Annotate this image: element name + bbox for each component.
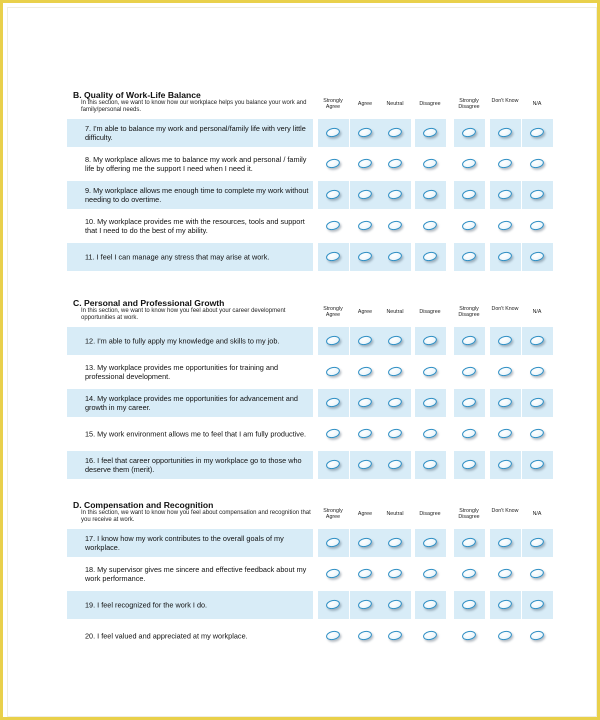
response-cell <box>490 150 521 178</box>
response-cell <box>490 389 521 417</box>
section-header <box>67 298 551 326</box>
section-description: In this section, we want to know how you feel about your career development opportunities at work. <box>81 308 286 321</box>
question-row <box>67 357 551 388</box>
survey-section <box>67 500 551 652</box>
question-text: 13. My workplace provides me opportunities for training and professional development. <box>85 363 279 381</box>
question-text: 8. My workplace allows me to balance my work and personal / family life by offering me the support I need when I need it. <box>85 155 307 173</box>
response-cell <box>415 212 446 240</box>
response-radio[interactable] <box>422 220 438 232</box>
response-cell <box>350 243 381 271</box>
response-radio[interactable] <box>422 428 438 440</box>
response-cell <box>454 181 485 209</box>
response-cell <box>415 243 446 271</box>
response-radio[interactable] <box>529 428 545 440</box>
column-header: Strongly Agree <box>323 508 343 520</box>
response-radio[interactable] <box>387 630 403 642</box>
response-radio[interactable] <box>461 220 477 232</box>
question-text: 20. I feel valued and appreciated at my workplace. <box>85 631 248 641</box>
response-cell <box>350 591 381 619</box>
response-radio[interactable] <box>461 366 477 378</box>
response-radio[interactable] <box>529 220 545 232</box>
response-radio[interactable] <box>325 251 341 263</box>
question-row <box>67 388 551 419</box>
response-radio[interactable] <box>387 220 403 232</box>
response-radio[interactable] <box>529 251 545 263</box>
survey-section <box>67 298 551 481</box>
column-header: Don't Know <box>491 508 519 514</box>
response-radio[interactable] <box>461 568 477 580</box>
response-cell <box>415 389 446 417</box>
response-cell <box>415 560 446 588</box>
question-text: 16. I feel that career opportunities in my workplace go to those who deserve them (merit). <box>85 456 302 474</box>
response-cell <box>522 622 553 650</box>
response-radio[interactable] <box>387 251 403 263</box>
question-cell <box>67 420 313 448</box>
response-radio[interactable] <box>497 428 513 440</box>
question-cell <box>67 451 313 479</box>
response-cell <box>454 560 485 588</box>
response-radio[interactable] <box>387 366 403 378</box>
response-radio[interactable] <box>497 630 513 642</box>
question-text: 7. I'm able to balance my work and personal/family life with very little difficulty. <box>85 124 306 142</box>
section-description: In this section, we want to know how you feel about compensation and recognition that you receive at work. <box>81 510 311 523</box>
response-cell <box>454 119 485 147</box>
response-cell <box>350 622 381 650</box>
response-radio[interactable] <box>325 127 341 139</box>
response-radio[interactable] <box>387 335 403 347</box>
response-radio[interactable] <box>357 568 373 580</box>
response-radio[interactable] <box>422 599 438 611</box>
response-radio[interactable] <box>529 397 545 409</box>
response-cell <box>490 212 521 240</box>
question-text: 15. My work environment allows me to feel that I am fully productive. <box>85 429 307 439</box>
response-cell <box>318 451 349 479</box>
response-radio[interactable] <box>357 630 373 642</box>
response-radio[interactable] <box>461 127 477 139</box>
response-cell <box>490 420 521 448</box>
response-radio[interactable] <box>529 366 545 378</box>
response-radio[interactable] <box>497 220 513 232</box>
question-row <box>67 559 551 590</box>
response-cell <box>522 327 553 355</box>
response-radio[interactable] <box>529 568 545 580</box>
response-radio[interactable] <box>357 335 373 347</box>
column-header: N/A <box>532 309 542 315</box>
question-row <box>67 326 551 357</box>
response-cell <box>415 622 446 650</box>
response-radio[interactable] <box>387 568 403 580</box>
response-radio[interactable] <box>461 630 477 642</box>
response-radio[interactable] <box>357 397 373 409</box>
response-cell <box>380 181 411 209</box>
response-radio[interactable] <box>387 397 403 409</box>
response-cell <box>454 358 485 386</box>
response-radio[interactable] <box>422 630 438 642</box>
response-cell <box>380 451 411 479</box>
section-title: B. Quality of Work-Life Balance <box>73 90 201 100</box>
response-cell <box>380 529 411 557</box>
response-cell <box>350 181 381 209</box>
question-text: 10. My workplace provides me with the resources, tools and support that I need to do the best of my ability. <box>85 217 305 235</box>
response-cell <box>490 451 521 479</box>
question-cell <box>67 119 313 147</box>
response-radio[interactable] <box>357 366 373 378</box>
response-radio[interactable] <box>461 459 477 471</box>
response-cell <box>522 150 553 178</box>
section-description: In this section, we want to know how our workplace helps you balance your work and family/personal needs. <box>81 100 307 113</box>
response-cell <box>454 212 485 240</box>
response-radio[interactable] <box>461 335 477 347</box>
question-row <box>67 419 551 450</box>
response-radio[interactable] <box>325 335 341 347</box>
column-header: Strongly Agree <box>323 306 343 318</box>
response-radio[interactable] <box>387 459 403 471</box>
response-radio[interactable] <box>325 220 341 232</box>
response-cell <box>454 389 485 417</box>
response-cell <box>350 150 381 178</box>
question-cell <box>67 212 313 240</box>
question-cell <box>67 591 313 619</box>
response-cell <box>380 622 411 650</box>
question-cell <box>67 150 313 178</box>
response-radio[interactable] <box>461 189 477 201</box>
question-text: 17. I know how my work contributes to the overall goals of my workplace. <box>85 534 284 552</box>
response-radio[interactable] <box>461 397 477 409</box>
response-radio[interactable] <box>357 428 373 440</box>
response-cell <box>522 212 553 240</box>
question-text: 12. I'm able to fully apply my knowledge and skills to my job. <box>85 336 280 346</box>
response-cell <box>522 529 553 557</box>
response-cell <box>454 591 485 619</box>
response-cell <box>380 591 411 619</box>
column-header: Strongly Agree <box>323 98 343 110</box>
response-radio[interactable] <box>325 459 341 471</box>
response-cell <box>380 389 411 417</box>
question-cell <box>67 327 313 355</box>
response-cell <box>415 181 446 209</box>
column-header: Neutral <box>386 309 404 315</box>
response-cell <box>415 327 446 355</box>
response-cell <box>318 327 349 355</box>
column-header: Neutral <box>386 101 404 107</box>
response-radio[interactable] <box>387 428 403 440</box>
response-radio[interactable] <box>325 428 341 440</box>
response-cell <box>415 358 446 386</box>
response-radio[interactable] <box>422 568 438 580</box>
response-cell <box>318 212 349 240</box>
response-cell <box>318 389 349 417</box>
response-radio[interactable] <box>387 127 403 139</box>
response-cell <box>380 119 411 147</box>
response-radio[interactable] <box>461 599 477 611</box>
response-cell <box>490 622 521 650</box>
response-radio[interactable] <box>529 127 545 139</box>
column-header: N/A <box>532 511 542 517</box>
response-radio[interactable] <box>357 537 373 549</box>
question-cell <box>67 560 313 588</box>
response-radio[interactable] <box>357 459 373 471</box>
column-header: N/A <box>532 101 542 107</box>
column-header: Disagree <box>419 511 441 517</box>
question-row <box>67 621 551 652</box>
response-cell <box>415 420 446 448</box>
response-cell <box>454 420 485 448</box>
response-radio[interactable] <box>461 428 477 440</box>
response-cell <box>380 212 411 240</box>
response-cell <box>490 119 521 147</box>
response-cell <box>522 358 553 386</box>
response-cell <box>454 451 485 479</box>
response-radio[interactable] <box>387 189 403 201</box>
response-radio[interactable] <box>422 335 438 347</box>
response-radio[interactable] <box>497 158 513 170</box>
response-cell <box>350 358 381 386</box>
response-radio[interactable] <box>529 189 545 201</box>
response-cell <box>454 150 485 178</box>
response-radio[interactable] <box>422 158 438 170</box>
response-radio[interactable] <box>325 599 341 611</box>
response-cell <box>318 560 349 588</box>
response-cell <box>318 150 349 178</box>
question-row <box>67 242 551 273</box>
column-header: Disagree <box>419 101 441 107</box>
section-header <box>67 500 551 528</box>
question-cell <box>67 181 313 209</box>
response-cell <box>522 119 553 147</box>
response-cell <box>522 591 553 619</box>
question-text: 11. I feel I can manage any stress that may arise at work. <box>85 252 270 262</box>
section-title: C. Personal and Professional Growth <box>73 298 225 308</box>
response-cell <box>490 591 521 619</box>
response-cell <box>522 420 553 448</box>
response-radio[interactable] <box>529 459 545 471</box>
response-radio[interactable] <box>325 397 341 409</box>
question-row <box>67 590 551 621</box>
column-header: Don't Know <box>491 306 519 312</box>
response-cell <box>318 529 349 557</box>
response-cell <box>415 451 446 479</box>
response-cell <box>454 243 485 271</box>
response-radio[interactable] <box>422 251 438 263</box>
response-radio[interactable] <box>387 599 403 611</box>
response-radio[interactable] <box>357 189 373 201</box>
response-radio[interactable] <box>529 158 545 170</box>
response-cell <box>318 181 349 209</box>
response-radio[interactable] <box>325 189 341 201</box>
response-radio[interactable] <box>497 251 513 263</box>
response-cell <box>318 591 349 619</box>
response-cell <box>522 560 553 588</box>
response-radio[interactable] <box>497 459 513 471</box>
response-cell <box>415 591 446 619</box>
section-header <box>67 90 551 118</box>
response-cell <box>490 529 521 557</box>
response-radio[interactable] <box>357 599 373 611</box>
column-header: Agree <box>357 101 373 107</box>
column-header: Agree <box>357 511 373 517</box>
question-text: 14. My workplace provides me opportunities for advancement and growth in my career. <box>85 394 298 412</box>
response-radio[interactable] <box>325 568 341 580</box>
column-header: Neutral <box>386 511 404 517</box>
question-cell <box>67 389 313 417</box>
question-text: 19. I feel recognized for the work I do. <box>85 600 208 610</box>
response-cell <box>380 150 411 178</box>
response-radio[interactable] <box>497 335 513 347</box>
response-radio[interactable] <box>325 537 341 549</box>
response-cell <box>350 420 381 448</box>
question-cell <box>67 529 313 557</box>
response-cell <box>454 529 485 557</box>
response-cell <box>318 622 349 650</box>
response-cell <box>490 327 521 355</box>
response-radio[interactable] <box>529 537 545 549</box>
response-cell <box>415 150 446 178</box>
response-radio[interactable] <box>529 599 545 611</box>
response-radio[interactable] <box>422 537 438 549</box>
question-row <box>67 211 551 242</box>
response-radio[interactable] <box>461 537 477 549</box>
response-cell <box>380 358 411 386</box>
response-radio[interactable] <box>422 127 438 139</box>
response-cell <box>318 243 349 271</box>
column-header: Don't Know <box>491 98 519 104</box>
question-cell <box>67 243 313 271</box>
response-radio[interactable] <box>461 158 477 170</box>
question-row <box>67 118 551 149</box>
question-cell <box>67 358 313 386</box>
column-header: Strongly Disagree <box>458 306 480 318</box>
response-cell <box>380 243 411 271</box>
question-cell <box>67 622 313 650</box>
response-radio[interactable] <box>357 127 373 139</box>
response-cell <box>490 560 521 588</box>
column-header: Strongly Disagree <box>458 508 480 520</box>
response-radio[interactable] <box>387 158 403 170</box>
response-cell <box>350 389 381 417</box>
response-cell <box>380 327 411 355</box>
response-radio[interactable] <box>497 189 513 201</box>
response-cell <box>522 389 553 417</box>
response-radio[interactable] <box>497 397 513 409</box>
section-title: D. Compensation and Recognition <box>73 500 214 510</box>
response-cell <box>522 243 553 271</box>
response-cell <box>415 529 446 557</box>
response-radio[interactable] <box>325 158 341 170</box>
response-cell <box>490 358 521 386</box>
question-text: 9. My workplace allows me enough time to complete my work without needing to do overtime. <box>85 186 309 204</box>
response-cell <box>350 451 381 479</box>
response-radio[interactable] <box>325 366 341 378</box>
response-radio[interactable] <box>497 127 513 139</box>
response-radio[interactable] <box>497 366 513 378</box>
response-cell <box>454 327 485 355</box>
response-radio[interactable] <box>422 366 438 378</box>
question-row <box>67 450 551 481</box>
response-cell <box>380 420 411 448</box>
response-cell <box>454 622 485 650</box>
column-header: Strongly Disagree <box>458 98 480 110</box>
response-radio[interactable] <box>422 459 438 471</box>
question-row <box>67 180 551 211</box>
response-cell <box>490 243 521 271</box>
response-radio[interactable] <box>422 397 438 409</box>
response-cell <box>318 119 349 147</box>
response-cell <box>415 119 446 147</box>
response-cell <box>490 181 521 209</box>
response-radio[interactable] <box>529 630 545 642</box>
response-radio[interactable] <box>529 335 545 347</box>
column-header: Disagree <box>419 309 441 315</box>
response-radio[interactable] <box>461 251 477 263</box>
response-radio[interactable] <box>422 189 438 201</box>
response-cell <box>318 358 349 386</box>
response-cell <box>350 119 381 147</box>
response-radio[interactable] <box>497 537 513 549</box>
response-radio[interactable] <box>357 220 373 232</box>
response-cell <box>522 181 553 209</box>
response-radio[interactable] <box>325 630 341 642</box>
response-cell <box>318 420 349 448</box>
response-cell <box>350 529 381 557</box>
response-cell <box>350 560 381 588</box>
survey-page <box>8 8 596 716</box>
column-header: Agree <box>357 309 373 315</box>
question-row <box>67 149 551 180</box>
response-cell <box>380 560 411 588</box>
response-cell <box>350 212 381 240</box>
question-row <box>67 528 551 559</box>
question-text: 18. My supervisor gives me sincere and effective feedback about my work performance. <box>85 565 307 583</box>
response-cell <box>522 451 553 479</box>
response-radio[interactable] <box>497 568 513 580</box>
response-radio[interactable] <box>497 599 513 611</box>
survey-section <box>67 90 551 273</box>
response-radio[interactable] <box>387 537 403 549</box>
response-radio[interactable] <box>357 158 373 170</box>
response-cell <box>350 327 381 355</box>
response-radio[interactable] <box>357 251 373 263</box>
